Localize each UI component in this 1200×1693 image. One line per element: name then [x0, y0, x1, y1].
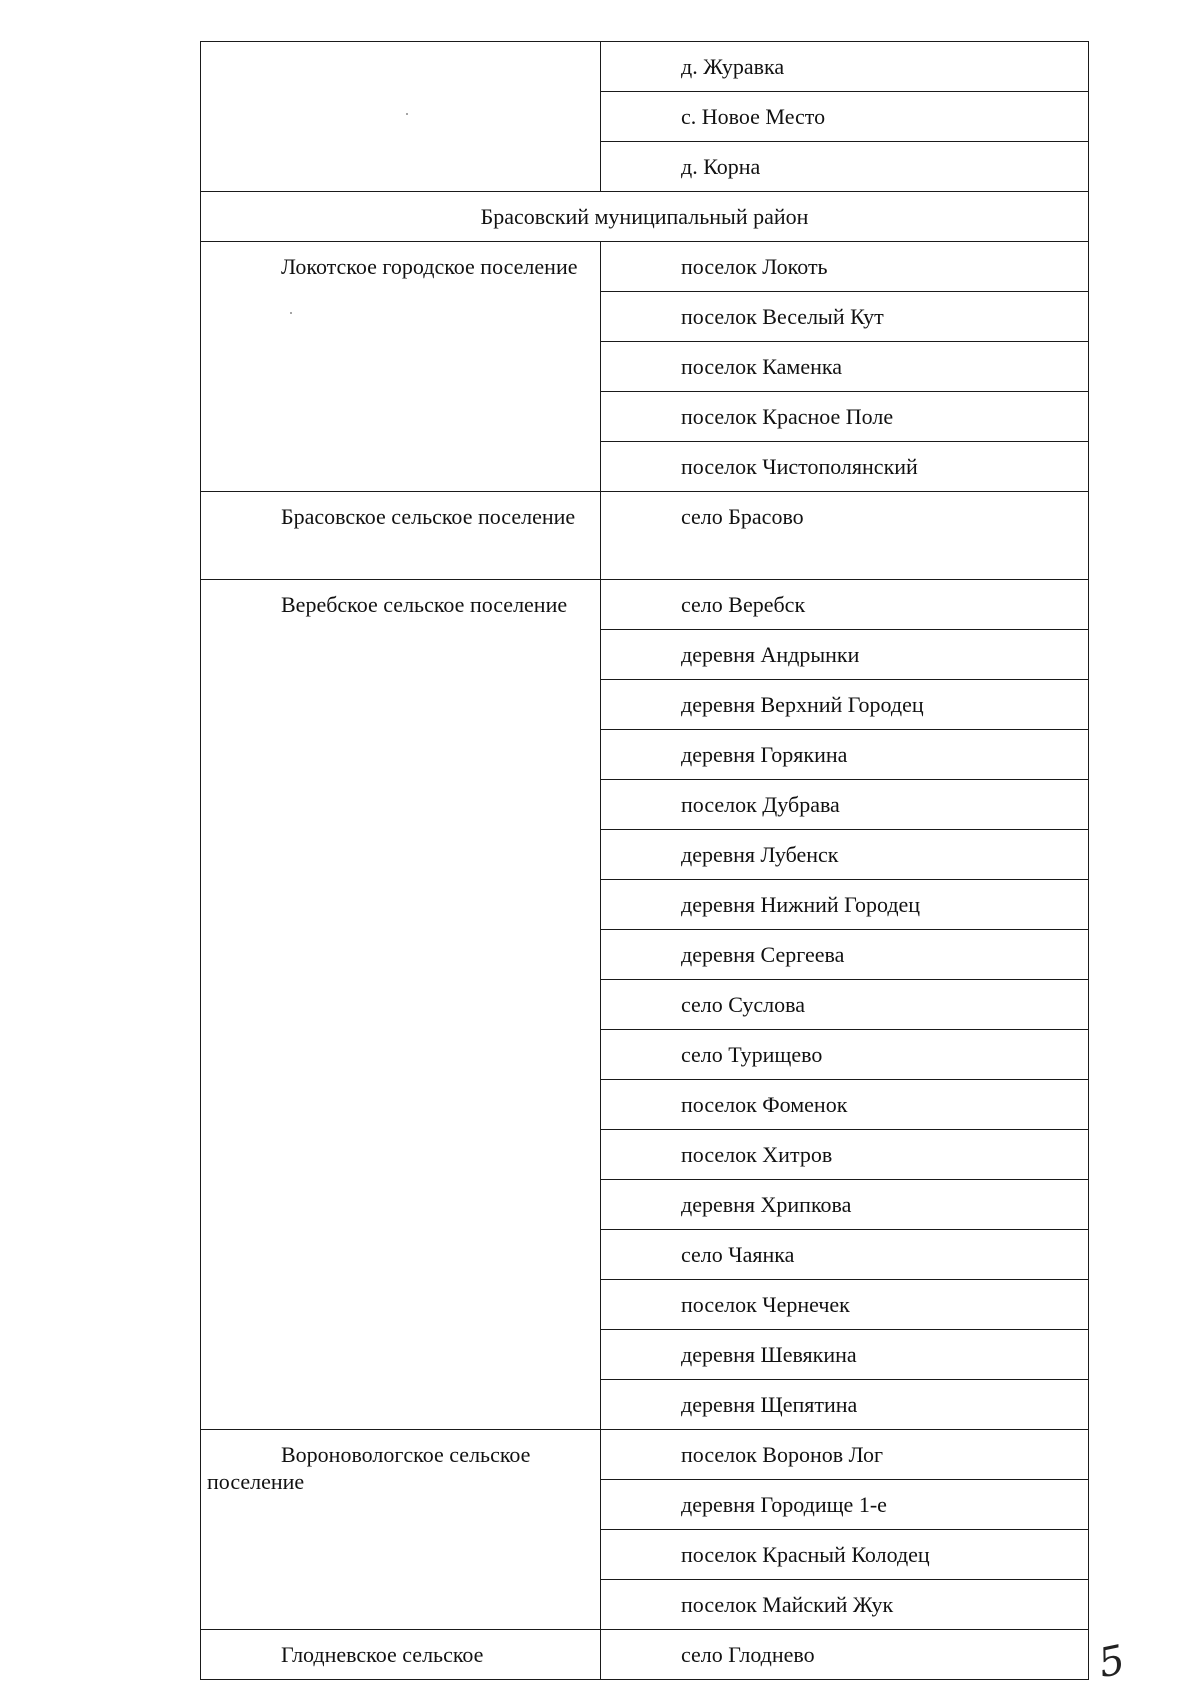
- settlement-cell: село Веребск: [601, 580, 1089, 630]
- settlement-cell: деревня Нижний Городец: [601, 880, 1089, 930]
- settlement-cell: поселок Дубрава: [601, 780, 1089, 830]
- settlement-cell: поселок Чистополянский: [601, 442, 1089, 492]
- district-row: [201, 192, 1089, 242]
- municipality-name: Глодневское сельское: [281, 1642, 484, 1667]
- settlement-cell: деревня Шевякина: [601, 1330, 1089, 1380]
- settlement-cell: село Чаянка: [601, 1230, 1089, 1280]
- settlement-cell: деревня Сергеева: [601, 930, 1089, 980]
- settlement-cell: д. Журавка: [601, 42, 1089, 92]
- settlements-table: [200, 41, 1089, 1680]
- municipality-name: Вороновологское сельское поселение: [207, 1442, 531, 1494]
- settlement-cell: деревня Хрипкова: [601, 1180, 1089, 1230]
- settlement-cell: деревня Андрынки: [601, 630, 1089, 680]
- table-row: [201, 1430, 1089, 1480]
- settlement-cell: поселок Веселый Кут: [601, 292, 1089, 342]
- municipality-name: Брасовское сельское поселение: [281, 504, 576, 529]
- settlement-cell: село Турищево: [601, 1030, 1089, 1080]
- settlement-cell: поселок Красное Поле: [601, 392, 1089, 442]
- settlement-cell: с. Новое Место: [601, 92, 1089, 142]
- settlement-cell: поселок Хитров: [601, 1130, 1089, 1180]
- municipality-name: Локотское городское поселение: [281, 254, 578, 279]
- municipality-cell: [201, 492, 601, 580]
- municipality-cell: [201, 42, 601, 192]
- settlement-cell: д. Корна: [601, 142, 1089, 192]
- scan-speck: [290, 312, 292, 314]
- table-row: [201, 492, 1089, 580]
- settlement-cell: деревня Горякина: [601, 730, 1089, 780]
- settlement-cell: деревня Щепятина: [601, 1380, 1089, 1430]
- municipality-cell: [201, 580, 601, 1430]
- settlement-cell: село Глоднево: [601, 1630, 1089, 1680]
- settlement-cell: поселок Красный Колодец: [601, 1530, 1089, 1580]
- settlement-cell: село Суслова: [601, 980, 1089, 1030]
- district-heading: Брасовский муниципальный район: [201, 192, 1089, 242]
- settlement-cell: деревня Лубенск: [601, 830, 1089, 880]
- settlement-cell: поселок Воронов Лог: [601, 1430, 1089, 1480]
- settlement-cell: поселок Чернечек: [601, 1280, 1089, 1330]
- table-row: [201, 1630, 1089, 1680]
- municipality-cell: [201, 1630, 601, 1680]
- settlement-cell: поселок Фоменок: [601, 1080, 1089, 1130]
- municipality-cell: [201, 242, 601, 492]
- table-row: [201, 42, 1089, 92]
- table-row: [201, 242, 1089, 292]
- page-number: 5: [1094, 1636, 1129, 1688]
- settlement-cell: село Брасово: [601, 492, 1089, 580]
- settlement-cell: поселок Локоть: [601, 242, 1089, 292]
- settlement-cell: деревня Городище 1-е: [601, 1480, 1089, 1530]
- scan-speck: [406, 113, 408, 115]
- table-row: [201, 580, 1089, 630]
- settlement-cell: поселок Каменка: [601, 342, 1089, 392]
- municipality-cell: [201, 1430, 601, 1630]
- settlement-cell: поселок Майский Жук: [601, 1580, 1089, 1630]
- municipality-name: Веребское сельское поселение: [281, 592, 568, 617]
- settlements-table-body: [201, 42, 1089, 1680]
- settlement-cell: деревня Верхний Городец: [601, 680, 1089, 730]
